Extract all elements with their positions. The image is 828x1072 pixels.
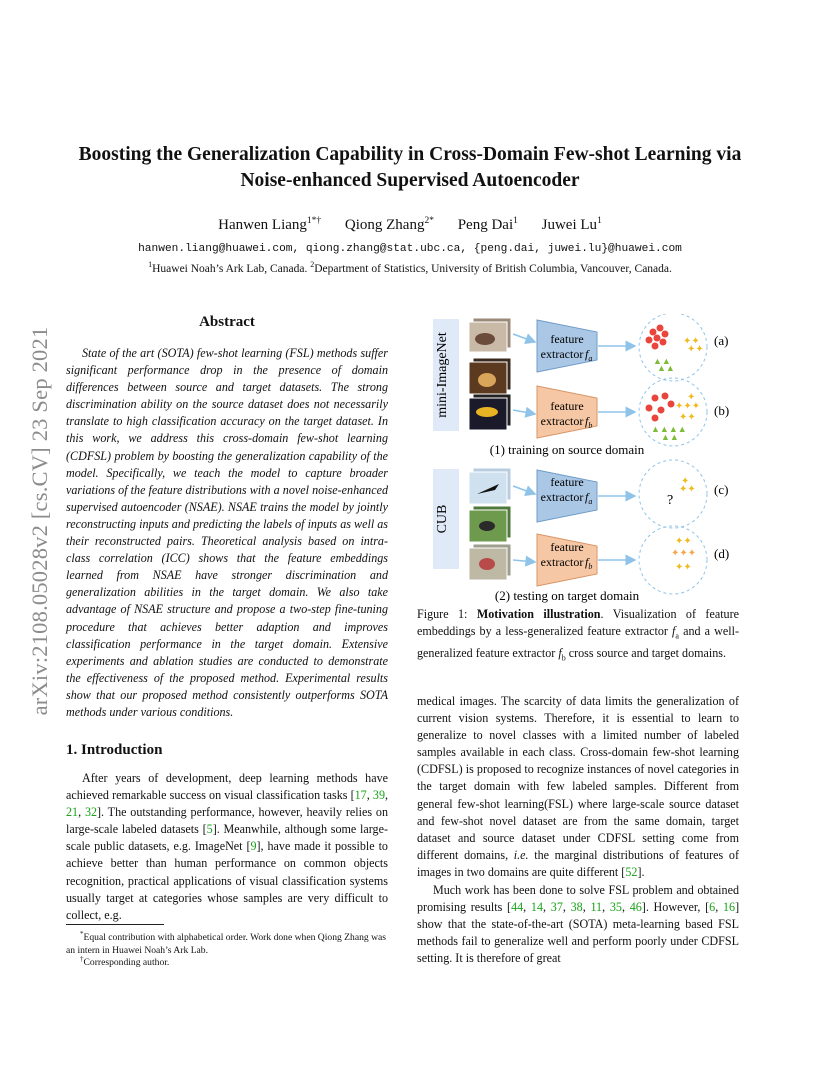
- svg-text:extractor: extractor: [540, 347, 584, 361]
- citation-link[interactable]: 14: [530, 900, 544, 915]
- citation-link[interactable]: 5: [206, 822, 213, 837]
- svg-text:✦✦✦: ✦✦✦: [675, 401, 701, 412]
- citation-link[interactable]: 16: [722, 900, 736, 915]
- svg-text:✦✦: ✦✦: [683, 336, 700, 347]
- cluster-a: [646, 325, 704, 374]
- paper-title: [60, 142, 760, 194]
- subcaption-2: (2) testing on target domain: [494, 588, 640, 603]
- citation-link[interactable]: 32: [84, 805, 98, 820]
- citation-link[interactable]: 52: [625, 864, 638, 879]
- citation-link[interactable]: 11: [590, 900, 603, 915]
- svg-text:fa: $f_a$: [585, 347, 593, 363]
- feature-extractor-fb-source: [537, 386, 597, 438]
- citation-link[interactable]: 37: [550, 900, 563, 915]
- embedding-circle-d: [639, 526, 707, 594]
- title-line-1: Boosting the Generalization Capability in Cross-Domain Few-shot Learning via: [78, 144, 742, 165]
- citation-link[interactable]: 6: [709, 900, 716, 915]
- footnote-corresponding: †Corresponding author.: [80, 955, 170, 969]
- intro-paragraph: After years of development, deep learning methods have achieved remarkable success on visual classification tasks [17, 39, 21, 32]. The outstanding performance, however, heavily relies on large-scale labeled datasets [5]. Meanwhile, although some large-scale public datasets, e.g. ImageNet [9], have made it possible to achieve better than human performance on common objects recognition, practical applications of visual classification systems usually target at categories whose samples are very difficult to collect, e.g.: [66, 771, 389, 922]
- svg-text:feature: feature: [550, 475, 584, 489]
- feature-extractor-fb-target: [537, 534, 597, 586]
- svg-text:?: ?: [667, 493, 674, 508]
- svg-text:✦✦: ✦✦: [675, 536, 692, 547]
- figure-caption: Figure 1: Motivation illustration. Visualization of feature embeddings by a less-generalized feature extractor $f_a$ and a well-generalized feature extractor $f_b$ cross source and target domains.: [417, 607, 739, 662]
- citation-link[interactable]: 39: [372, 788, 385, 803]
- svg-text:feature: feature: [550, 399, 584, 413]
- cluster-b: [646, 392, 701, 442]
- affiliations: $^1$Huawei Noah’s Ark Lab, Canada. $^2$Department of Statistics, University of British Columbia, Vancouver, Canada.: [148, 260, 672, 275]
- citation-link[interactable]: 17: [354, 788, 367, 803]
- source-image-stack: [469, 318, 511, 430]
- author: Peng Dai$^1$: [457, 216, 518, 233]
- svg-text:✦✦: ✦✦: [679, 484, 696, 495]
- svg-text:extractor: extractor: [540, 555, 584, 569]
- tag-d: (d): [714, 546, 730, 561]
- figure-1-diagram: [425, 314, 741, 604]
- svg-text:fb: $f_b$: [585, 555, 593, 571]
- author-list: [60, 216, 760, 234]
- right-paragraph-2: Much work has been done to solve FSL problem and obtained promising results [44, 14, 37, 38, 11, 35, 46]. However, [6, 16] show that the state-of-the-art (SOTA) meta-learning based FSL methods fail to generalize well and perform poorly under CDFSL setting. It is therefore of great: [417, 883, 740, 966]
- arxiv-sidebar: [18, 282, 62, 760]
- author-emails[interactable]: hanwen.liang@huawei.com, qiong.zhang@stat.ubc.ca, {peng.dai, juwei.lu}@huawei.com: [138, 243, 682, 255]
- svg-text:feature: feature: [550, 332, 584, 346]
- svg-text:▲▲: ▲▲: [661, 432, 679, 442]
- svg-text:▲▲▲▲: ▲▲▲▲: [651, 424, 687, 434]
- row-label-target: CUB: [435, 504, 450, 534]
- subcaption-1: (1) training on source domain: [489, 442, 645, 457]
- abstract-text: State of the art (SOTA) few-shot learning (FSL) methods suffer significant performance drop in the presence of domain differences between source and target datasets. The strong discrimination ability on the source dataset does not necessarily translate to high classification accuracy on the target dataset. In this work, we address this cross-domain few-shot learning (CDFSL) problem by boosting the generalization capability of the model. Specifically, we teach the model to capture broader variations of the feature distributions with a novel noise-enhanced supervised autoencoder (NSAE). NSAE trains the model by jointly reconstructing inputs and predicting the labels of inputs as well as their reconstructed pairs. Theoretical analysis based on intra-class correlation (ICC) shows that the feature embeddings learned from NSAE have stronger discrimination and generalization abilities in the target domain. We also take advantage of NSAE structure and propose a two-step fine-tuning procedure that achieves better adaption and improves classification performance in the target domain. Extensive experiments and ablation studies are conducted to demonstrate the effectiveness of the proposed method. Experimental results show that our proposed method consistently outperforms SOTA methods under various conditions.: [66, 346, 388, 719]
- citation-link[interactable]: 44: [511, 900, 524, 915]
- author: Hanwen Liang$^{1*\dagger}$: [218, 216, 322, 233]
- svg-text:fb: $f_b$: [585, 414, 593, 430]
- citation-link[interactable]: 46: [629, 900, 642, 915]
- svg-text:feature: feature: [550, 540, 584, 554]
- abstract-heading: Abstract: [199, 314, 255, 330]
- footnote-rule: [66, 924, 164, 925]
- arxiv-id: arXiv:2108.05028v2 [cs.CV] 23 Sep 2021: [27, 326, 52, 716]
- target-image-stack: [469, 468, 511, 580]
- cluster-d: [671, 536, 696, 573]
- tag-c: (c): [714, 482, 729, 497]
- section-heading-introduction: 1. Introduction: [66, 742, 163, 758]
- feature-extractor-fa-target: [537, 470, 597, 522]
- author: Juwei Lu$^1$: [541, 216, 602, 233]
- tag-a: (a): [714, 333, 729, 348]
- svg-text:fa: $f_a$: [585, 490, 593, 506]
- author: Qiong Zhang$^{2*}$: [344, 216, 434, 233]
- svg-text:▲▲: ▲▲: [657, 363, 675, 373]
- svg-text:▲▲: ▲▲: [653, 356, 671, 366]
- row-label-source: mini-ImageNet: [435, 332, 450, 418]
- title-line-2: Noise-enhanced Supervised Autoencoder: [240, 170, 580, 191]
- svg-text:extractor: extractor: [540, 490, 584, 504]
- svg-text:✦: ✦: [687, 392, 696, 403]
- svg-text:extractor: extractor: [540, 414, 584, 428]
- svg-text:✦✦✦: ✦✦✦: [671, 548, 697, 559]
- right-paragraph-1: medical images. The scarcity of data limits the generalization of current vision systems. Therefore, it is essential to learn to generalize to novel classes with a limited number of labeled samples available in each class. Cross-domain few-shot learning (CDFSL) is proposed to recognize instances of novel categories in the target domain with few labeled samples. Different from general few-shot learning(FSL) where large-scale source dataset and few-shot novel dataset are from the same domain, target dataset and source dataset under CDFSL setting come from different domains, i.e. the marginal distributions of features of images in two domains are quite different [52].: [417, 694, 740, 879]
- figure-1: [425, 314, 741, 604]
- svg-text:✦✦: ✦✦: [679, 412, 696, 423]
- cluster-c: [667, 476, 696, 508]
- svg-text:✦: ✦: [681, 476, 690, 487]
- svg-text:✦✦: ✦✦: [675, 562, 692, 573]
- citation-link[interactable]: 38: [570, 900, 583, 915]
- citation-link[interactable]: 9: [250, 839, 257, 854]
- citation-link[interactable]: 35: [609, 900, 622, 915]
- svg-text:✦✦: ✦✦: [687, 344, 704, 355]
- tag-b: (b): [714, 403, 730, 418]
- footnote-equal-contribution: *Equal contribution with alphabetical order. Work done when Qiong Zhang was an intern in Huawei Noah’s Ark Lab.: [66, 930, 387, 956]
- feature-extractor-fa-source: [537, 320, 597, 372]
- citation-link[interactable]: 21: [66, 805, 79, 820]
